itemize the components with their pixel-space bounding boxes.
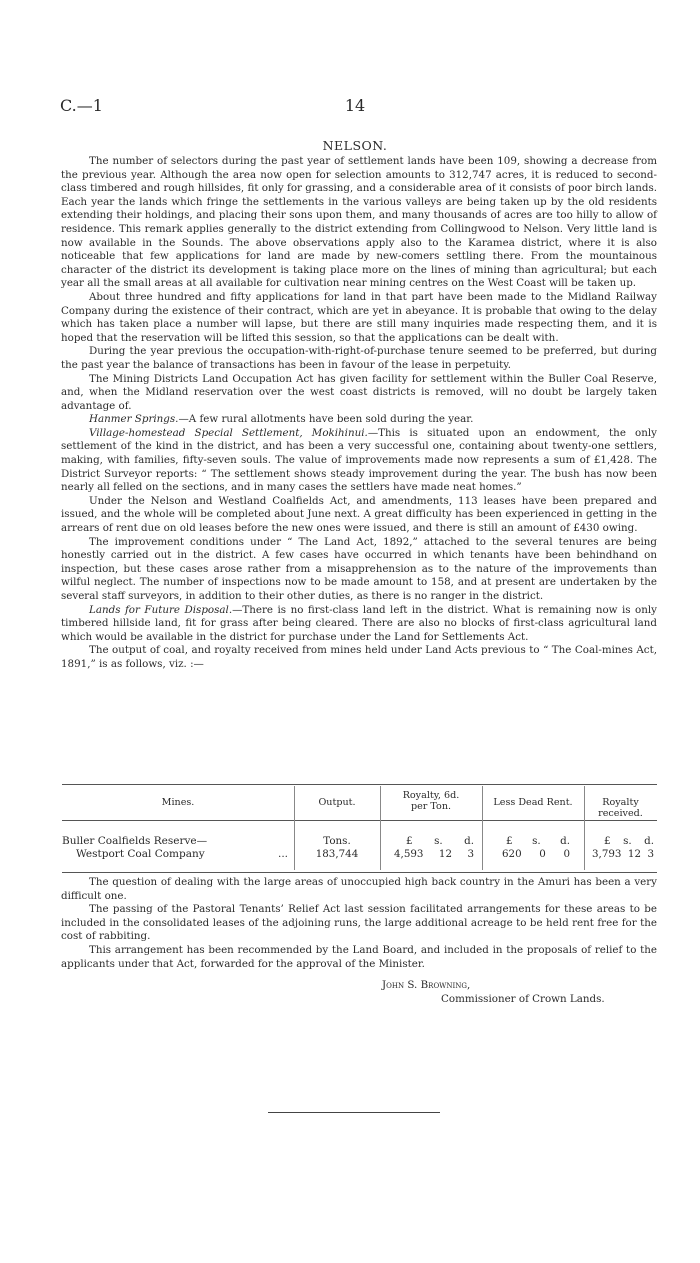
pence-unit: d.	[464, 835, 474, 847]
dead-rent-values	[502, 848, 570, 861]
pound-unit: £	[604, 835, 611, 847]
pound-unit: £	[506, 835, 513, 847]
paragraph-midland: About three hundred and fifty applications for land in that part have been made to the Midland Railway Company during the existence of their contract, which are yet in abeyance. It is probable that owing to the delay which has taken place a number will lapse, but there are still many inquiries made respecting them, and it is hoped that the reservation will be lifted this session, so that the applications can be dealt with.	[61, 290, 657, 344]
paragraph-selectors: The number of selectors during the past year of settlement lands have been 109, showing a decrease from the previous year. Although the area now open for selection amounts to 312,747 acres, it is reduced to second-class timbered and rough hillsides, fit only for grassing, and a considerable area of it consists of poor birch lands. Each year the lands which fringe the settlements in the various valleys are being taken up by the old residents extending their holdings, and placing their sons upon them, and many thousands of acres are too hilly to allow of residence. This remark applies generally to the district extending from Collingwood to Nelson. Very little land is now available in the Sounds. The above observations apply also to the Karamea district, where it is also noticeable that few applications for land are made by new-comers settling there. From the mountainous character of the district its development is taking place more on the lines of mining than agricultural; but each year all the small areas at all available for cultivation near mining centres on the West Coast will be taken up.	[61, 155, 657, 290]
signature-title: Commissioner of Crown Lands.	[441, 993, 605, 1005]
received-shillings: 12	[627, 848, 642, 860]
paragraph-tenure: During the year previous the occupation-with-right-of-purchase tenure seemed to be preferred, but during the past year the balance of transactions has been in favour of the lease in perpetuity.	[61, 345, 657, 371]
paragraph-coal-intro: The output of coal, and royalty received from mines held under Land Acts previous to “ The Coal-mines Act, 1891,” is as follows, viz. :—	[61, 644, 657, 670]
received-values	[592, 848, 654, 861]
royalty-shillings: 12	[438, 848, 453, 860]
paragraph-amuri: The question of dealing with the large areas of unoccupied high back country in the Amuri has been a very difficult one.	[61, 876, 657, 902]
output-cell	[294, 835, 380, 861]
header-royalty-line2: per Ton.	[410, 801, 452, 812]
page-reference: C.—1	[60, 96, 103, 115]
closing-rule	[268, 1112, 440, 1113]
hanmer-label: Hanmer Springs.	[89, 413, 179, 426]
paragraph-arrangement: This arrangement has been recommended by the Land Board, and included in the proposals of relief to the applicants under that Act, forwarded for the approval of the Minister.	[61, 943, 657, 970]
header-mines: Mines.	[161, 797, 195, 808]
page-number: 14	[344, 96, 366, 115]
dead-rent-cell	[502, 835, 570, 861]
village-label: Village-homestead Special Settlement, Mokihinui.	[89, 426, 368, 439]
body-text	[61, 155, 657, 672]
pence-unit: d.	[560, 835, 570, 847]
output-value: 183,744	[315, 848, 359, 860]
header-output: Output.	[318, 797, 356, 808]
signature-name: John S. Browning,	[382, 979, 471, 991]
paragraph-coalfields: Under the Nelson and Westland Coalfields Act, and amendments, 113 leases have been prepared and issued, and the whole will be completed about June next. A great difficulty has been experienced in getting in the arrears of rent due on old leases before the new ones were issued, and there is still an amount of £430 owing.	[61, 494, 657, 535]
hanmer-text: —A few rural allotments have been sold during the year.	[178, 413, 474, 426]
section-title: NELSON.	[322, 138, 388, 153]
tons-unit: Tons.	[323, 835, 351, 847]
body-text-after-table	[61, 876, 657, 971]
paragraph-village	[61, 427, 657, 495]
table-top-rule	[62, 784, 657, 785]
received-pence: 3	[647, 848, 654, 860]
mine-line2-wrap	[62, 848, 294, 861]
royalty-pounds: 4,593	[394, 848, 424, 860]
header-royalty-line1: Royalty, 6d.	[402, 790, 460, 801]
paragraph-improvements: The improvement conditions under “ The Land Act, 1892,” attached to the several tenures are being honestly carried out in the district. A few cases have occurred in which tenants have been behindhand on inspection, but these cases arose rather from a misapprehension as to the nature of the improvements than wilful neglect. The number of inspections now to be made amount to 158, and at present are undertaken by the several staff surveyors, in addition to their other duties, as there is no ranger in the district.	[61, 535, 657, 602]
future-text: —There is no first-class land left in the district. What is remaining now is only timbered hillside land, fit for grass after being cleared. There are also no blocks of first-class agricultural land which would be available in the district for purchase under the Land for Settlements Act.	[61, 603, 657, 643]
received-units	[592, 835, 654, 848]
dead-rent-pence: 0	[563, 848, 570, 860]
royalty-units	[394, 835, 474, 848]
shilling-unit: s.	[434, 835, 443, 847]
paragraph-future	[61, 604, 657, 645]
received-pounds: 3,793	[592, 848, 622, 860]
dead-rent-pounds: 620	[502, 848, 522, 860]
dead-rent-shillings: 0	[539, 848, 546, 860]
shilling-unit: s.	[623, 835, 632, 847]
mine-name	[62, 835, 294, 861]
table-bottom-rule	[62, 872, 657, 873]
table-header-rule	[62, 820, 657, 821]
header-dead-rent: Less Dead Rent.	[493, 797, 573, 808]
header-royalty	[380, 790, 482, 812]
future-label: Lands for Future Disposal.	[89, 603, 233, 616]
paragraph-mining-act: The Mining Districts Land Occupation Act has given facility for settlement within the Buller Coal Reserve, and, when the Midland reservation over the west coast districts is removed, will no doubt be largely taken advantage of.	[61, 372, 657, 412]
mine-leader: ...	[277, 848, 288, 860]
shilling-unit: s.	[532, 835, 541, 847]
royalty-pence: 3	[467, 848, 474, 860]
mine-line1: Buller Coalfields Reserve—	[62, 835, 208, 847]
received-cell	[592, 835, 654, 861]
paragraph-relief-act: The passing of the Pastoral Tenants’ Relief Act last session facilitated arrangements for these areas to be included in the consolidated leases of the adjoining runs, the large additional acreage to be held rent free for the cost of rabbiting.	[61, 903, 657, 943]
dead-rent-units	[502, 835, 570, 848]
village-text: —This is situated upon an endowment, the only settlement of the kind in the district, and has been a very successful one, containing about twenty-one settlers, making, with families, fifty-seven souls. The value of improvements made now represents a sum of £1,428. The District Surveyor reports: “ The settlement shows steady improvement during the year. The bush has now been nearly all felled on the sections, and in many cases the settlers have made neat homes.”	[61, 426, 658, 494]
pound-unit: £	[406, 835, 413, 847]
royalty-cell	[394, 835, 474, 861]
header-royalty-received: Royalty received.	[598, 797, 643, 819]
mine-line2: Westport Coal Company	[76, 848, 205, 860]
pence-unit: d.	[644, 835, 654, 847]
royalty-values	[394, 848, 474, 861]
paragraph-hanmer	[61, 413, 657, 427]
